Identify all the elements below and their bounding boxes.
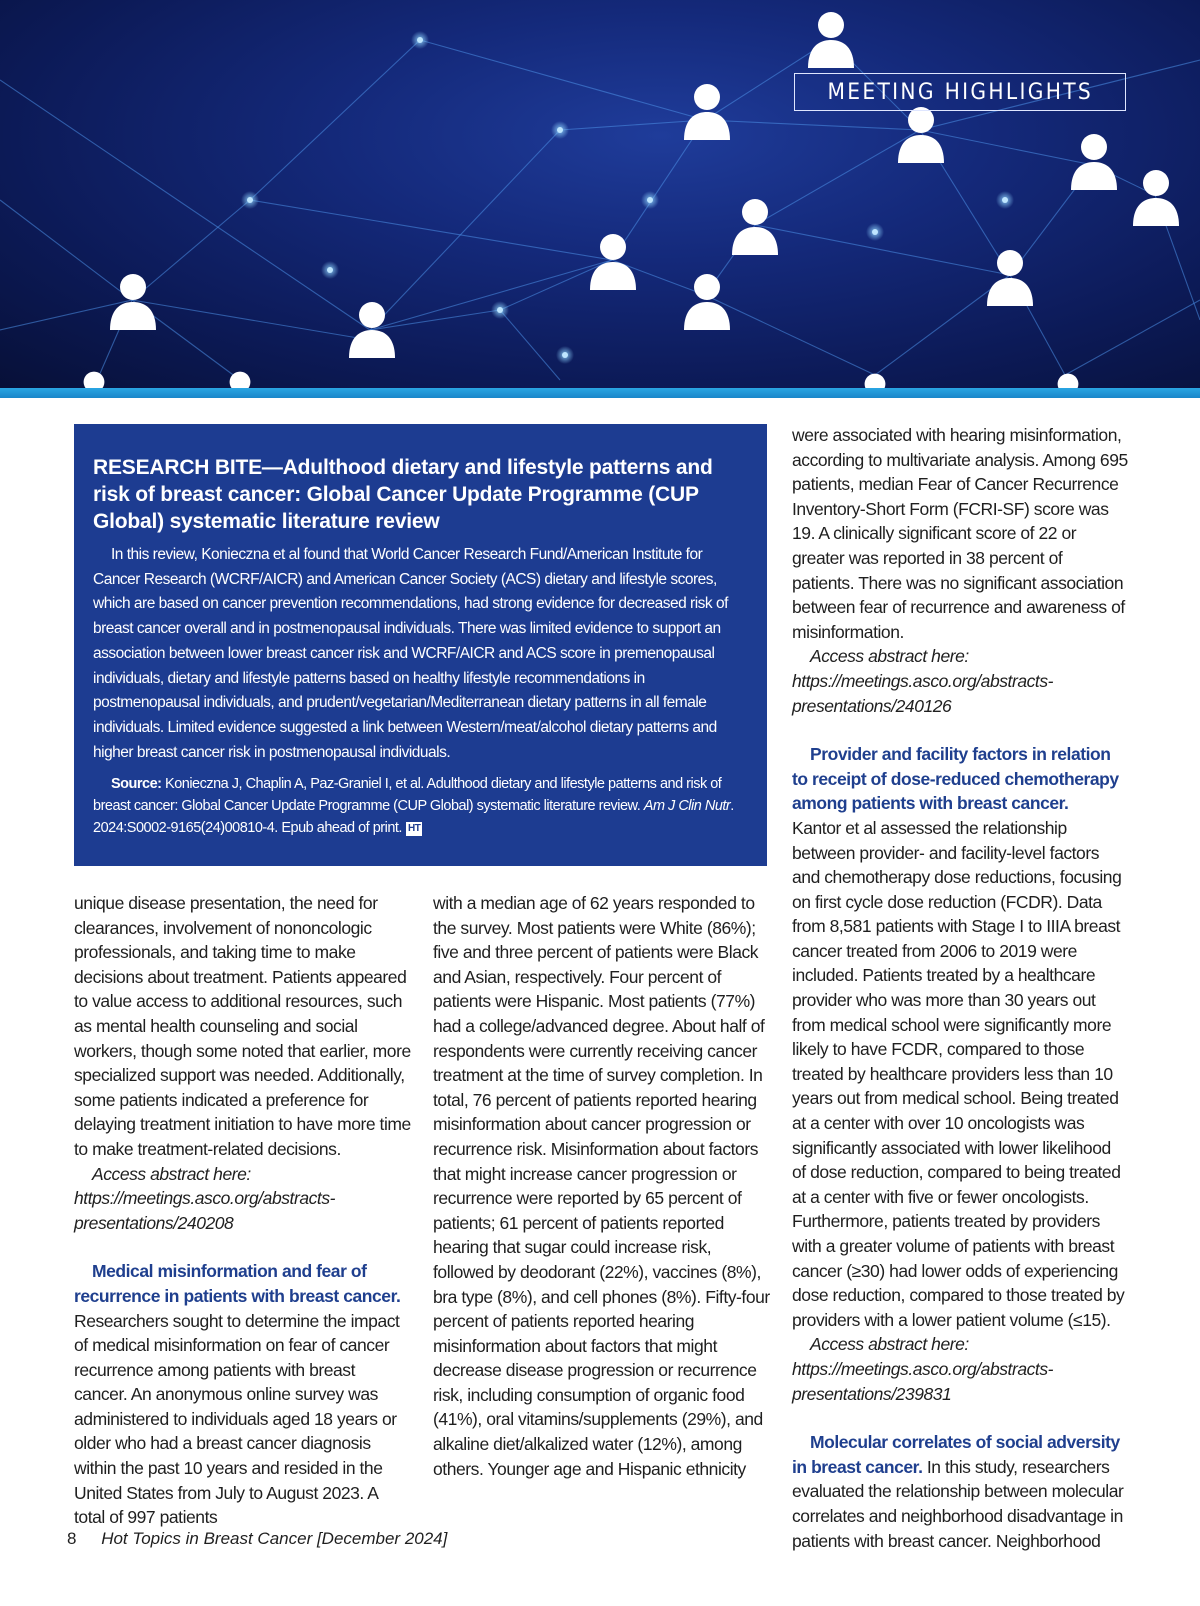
source-rest: . 2024:S0002-9165(24)00810-4. Epub ahead of print.: [93, 798, 734, 837]
research-bite-body: In this review, Konieczna et al found that World Cancer Research Fund/American Institute for Cancer Research (WCRF/AICR) and American Cancer Society (ACS) dietary and lifestyle scores, which are based on cancer prevention recommendations, had strong evidence for decreased risk of breast cancer overall and in postmenopausal individuals. There was limited evidence to support an association between lower breast cancer risk and WCRF/AICR and ACS score in premenopausal individuals, dietary and lifestyle patterns based on healthy lifestyle recommendations in postmenopausal individuals, and prudent/vegetarian/Mediterranean dietary patterns in all female individuals. Limited evidence suggested a link between Western/meat/alcohol dietary patterns and higher breast cancer risk in postmenopausal individuals.: [93, 546, 728, 761]
col3-heading-provider-factors: Provider and facility factors in relation to receipt of dose-reduced chemotherapy among patients with breast cancer.: [792, 744, 1119, 814]
col3-heading-molecular: Molecular correlates of social adversity in breast cancer.: [792, 1432, 1120, 1477]
page-footer: [67, 1529, 447, 1549]
column-2: [433, 891, 771, 1481]
ht-badge-icon: HT: [407, 823, 421, 835]
column-3: [792, 423, 1128, 1553]
col3-paragraph-1: were associated with hearing misinformation, according to multivariate analysis. Among 695 patients, median Fear of Cancer Recurrence Inventory-Short Form (FCRI-SF) score was 19. A clinically significant score of 22 or greater was reported in 38 percent of patients. There was no significant association between fear of recurrence and awareness of misinformation.: [792, 425, 1128, 642]
column-1: [74, 891, 412, 1530]
spacer: [792, 1406, 1128, 1430]
col3-paragraph-2: Kantor et al assessed the relationship between provider- and facility-level factors and chemotherapy dose reductions, focusing on first cycle dose reduction (FCDR). Data from 8,581 patients with Stage I to IIIA breast cancer treated from 2006 to 2019 were included. Patients treated by a healthcare provider who was more than 30 years out from medical school were significantly more likely to have FCDR, compared to those treated by healthcare providers less than 10 years out from medical school. Being treated at a center with over 10 oncologists was significantly associated with lower likelihood of dose reduction, compared to being treated at a center with five or fewer oncologists. Furthermore, patients treated by providers with a greater volume of patients with breast cancer (≥30) had lower odds of experiencing dose reduction, compared to those treated by providers with a lower patient volume (≤15).: [792, 817, 1125, 1330]
col1-paragraph-1: unique disease presentation, the need for clearances, involvement of nononcologic professionals, and taking time to make decisions about treatment. Patients appeared to value access to additional resources, such as mental health counseling and social workers, though some noted that earlier, more specialized support was needed. Additionally, some patients indicated a preference for delaying treatment initiation to have more time to make treatment-related decisions.: [74, 893, 411, 1159]
section-tag-label: MEETING HIGHLIGHTS: [827, 79, 1093, 105]
col1-paragraph-2: Researchers sought to determine the impact of medical misinformation on fear of cancer recurrence among patients with breast cancer. An anonymous online survey was administered to individuals aged 18 years or older who had a breast cancer diagnosis within the past 10 years and resided in the United States from July to August 2023. A total of 997 patients: [74, 1310, 400, 1528]
spacer: [74, 1235, 412, 1259]
col1-heading-misinformation: Medical misinformation and fear of recurrence in patients with breast cancer.: [74, 1261, 401, 1306]
col3-access-link-1[interactable]: Access abstract here: https://meetings.asco.org/abstracts-presentations/240126: [792, 646, 1054, 716]
col3-paragraph-3: [792, 1430, 1128, 1553]
publication-title: Hot Topics in Breast Cancer [December 2024]: [101, 1529, 448, 1548]
research-bite-source: [93, 773, 747, 839]
col2-paragraph: with a median age of 62 years responded to the survey. Most patients were White (86%); five and three percent of patients were Black and Asian, respectively. Four percent of patients were Hispanic. Most patients (77%) had a college/advanced degree. About half of respondents were currently receiving cancer treatment at the time of survey completion. In total, 76 percent of patients reported hearing misinformation about cancer progression or recurrence risk. Misinformation about factors that might increase cancer progression or recurrence were reported by 65 percent of patients; 61 percent of patients reported hearing that sugar could increase risk, followed by deodorant (22%), vaccines (8%), bra type (8%), and cell phones (8%). Fifty-four percent of patients reported hearing misinformation about factors that might decrease disease progression or recurrence risk, including consumption of organic food (41%), oral vitamins/supplements (29%), and alkaline diet/alkalized water (12%), among others. Younger age and Hispanic ethnicity: [433, 893, 770, 1479]
source-journal: Am J Clin Nutr: [643, 798, 731, 815]
source-label: Source:: [111, 776, 162, 793]
spacer: [792, 718, 1128, 742]
header-banner: [0, 0, 1200, 388]
col1-access-link[interactable]: Access abstract here: https://meetings.asco.org/abstracts-presentations/240208: [74, 1163, 336, 1233]
banner-stripe: [0, 388, 1200, 398]
col3-access-link-2[interactable]: Access abstract here: https://meetings.asco.org/abstracts-presentations/239831: [792, 1334, 1054, 1404]
section-tag: [794, 73, 1126, 111]
col3-paragraph-3-text: In this study, researchers evaluated the relationship between molecular correlates and neighborhood disadvantage in patients with breast cancer. Neighborhood: [792, 1456, 1124, 1551]
research-bite-box: [74, 424, 767, 866]
network-illustration: [0, 0, 1200, 388]
source-text: Konieczna J, Chaplin A, Paz-Graniel I, et al. Adulthood dietary and lifestyle patterns and risk of breast cancer: Global Cancer Update Programme (CUP Global) systematic literature review.: [93, 776, 722, 815]
research-bite-title: RESEARCH BITE—Adulthood dietary and lifestyle patterns and risk of breast cancer: Global Cancer Update Programme (CUP Global) systematic literature review: [93, 456, 713, 533]
page-number: 8: [67, 1529, 77, 1548]
